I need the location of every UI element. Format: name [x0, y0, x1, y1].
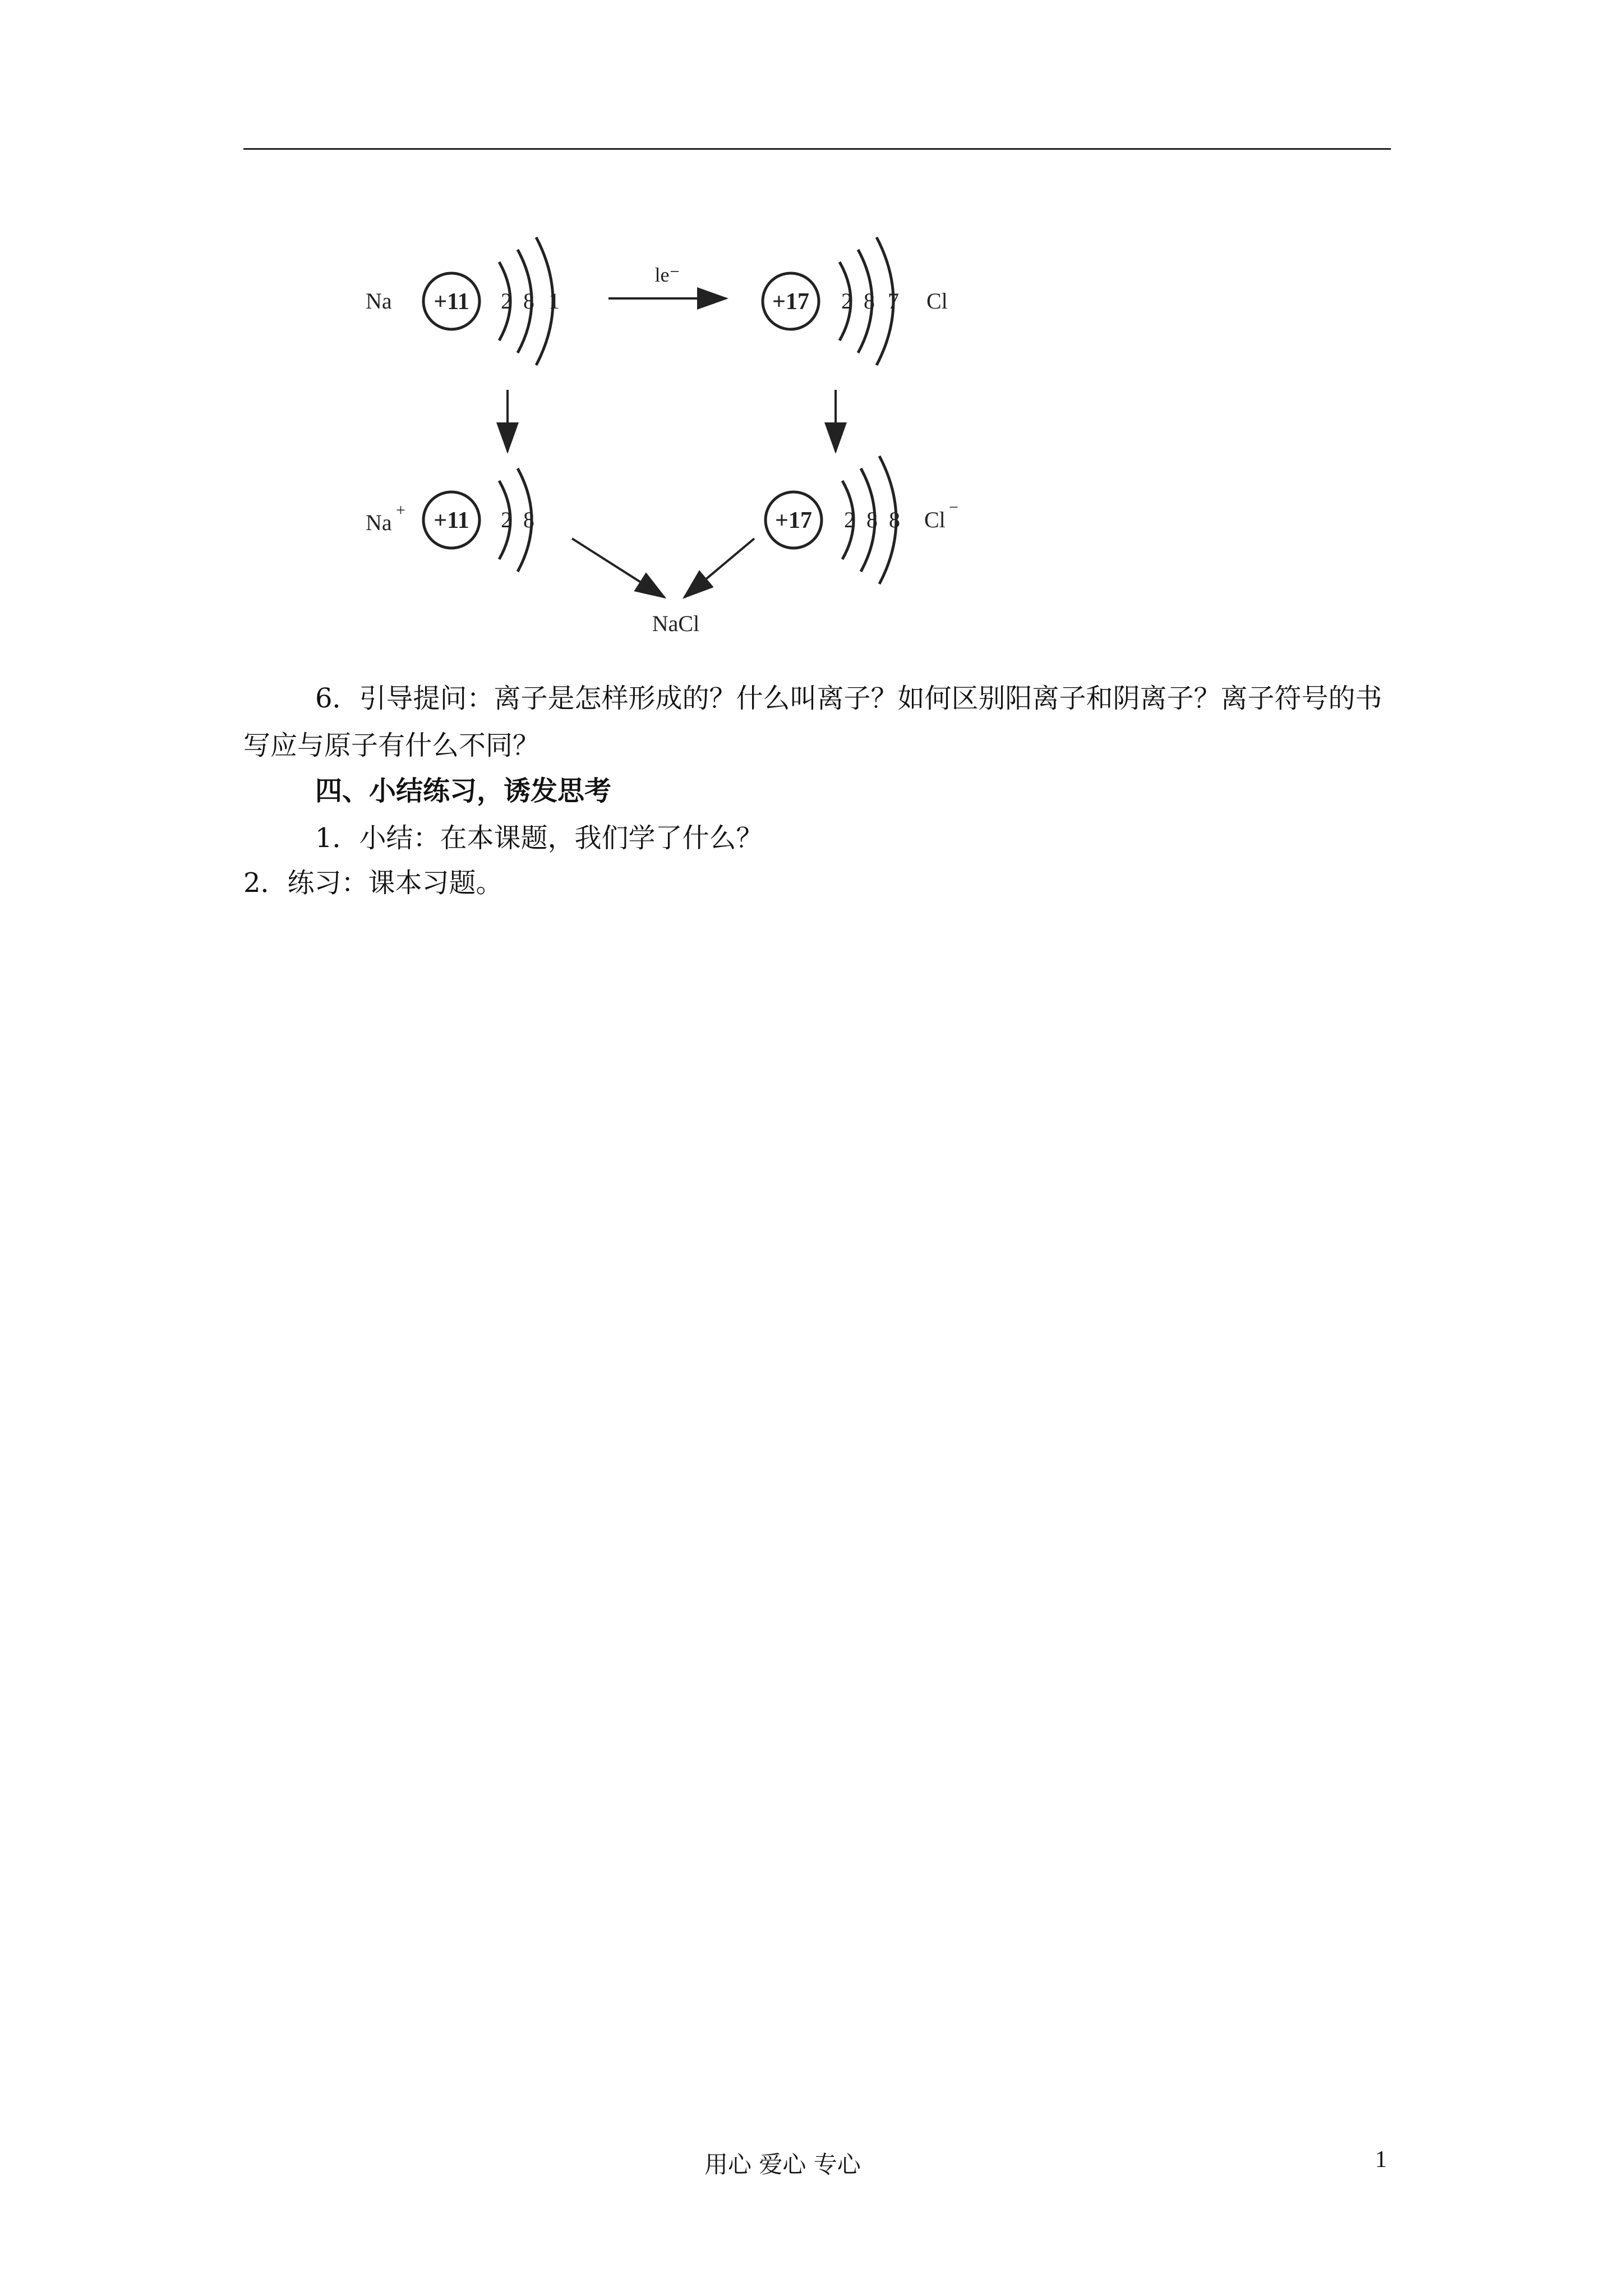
- cl-atom-symbol: Cl: [926, 288, 948, 314]
- na-atom-shell-3: 1: [548, 288, 560, 314]
- cl-atom-nucleus-charge: +17: [772, 289, 809, 315]
- na-atom-symbol: Na: [366, 288, 392, 314]
- ion-formation-diagram: [359, 216, 993, 648]
- na-ion-charge: +: [396, 501, 405, 519]
- na-atom-shell-1: 2: [501, 288, 512, 314]
- cl-atom-shell-3: 7: [888, 288, 899, 314]
- na-ion-shell-1: 2: [501, 507, 512, 532]
- na-ion-symbol: Na: [366, 510, 392, 535]
- summary-item: 1．小结：在本课题，我们学了什么？: [315, 822, 763, 854]
- cl-ion-nucleus-charge: +17: [775, 508, 812, 533]
- cl-ion-to-nacl-arrow: [684, 539, 754, 597]
- na-ion-shell-2: 8: [523, 507, 534, 532]
- page-number: 1: [1375, 2147, 1387, 2173]
- cl-atom-shell-1: 2: [841, 288, 852, 314]
- electron-transfer-label: le⁻: [654, 264, 680, 286]
- header-rule: [243, 148, 1391, 150]
- na-ion-nucleus-charge: +11: [434, 508, 469, 533]
- na-atom-shell-2: 8: [523, 288, 534, 314]
- footer-motto: 用心 爱心 专心: [704, 2151, 861, 2178]
- cl-ion: [766, 456, 958, 584]
- na-ion: [366, 468, 534, 572]
- cl-ion-shell-3: 8: [889, 507, 900, 532]
- na-atom-nucleus-charge: +11: [434, 289, 469, 315]
- cl-ion-shell-2: 8: [866, 507, 878, 532]
- exercise-item: 2．练习：课本习题。: [243, 867, 503, 899]
- cl-ion-shell-1: 2: [844, 507, 855, 532]
- cl-ion-charge: −: [949, 498, 958, 517]
- section-heading: 四、小结练习，诱发思考: [315, 775, 612, 807]
- product-label: NaCl: [652, 611, 700, 636]
- cl-ion-symbol: Cl: [924, 507, 946, 532]
- na-ion-to-nacl-arrow: [572, 539, 665, 597]
- na-atom: [366, 237, 560, 365]
- cl-atom-shell-2: 8: [864, 288, 875, 314]
- cl-atom: [763, 237, 948, 365]
- guiding-question: 6．引导提问：离子是怎样形成的？什么叫离子？如何区别阳离子和阴离子？离子符号的书写应与原子有什么不同？: [243, 683, 1382, 761]
